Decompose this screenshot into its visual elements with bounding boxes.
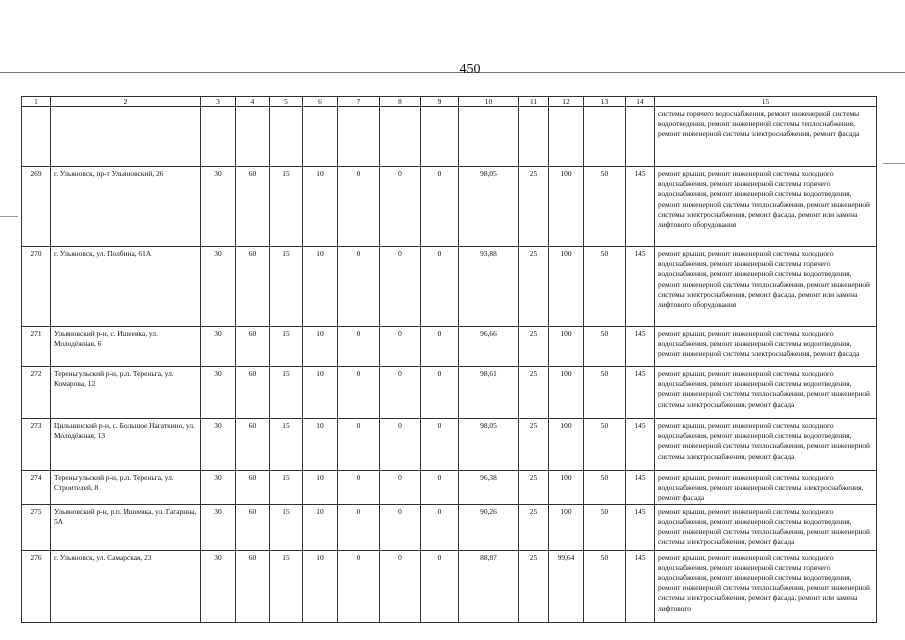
value-cell: 0 (421, 327, 459, 367)
value-cell: 30 (201, 550, 236, 622)
column-header: 4 (236, 97, 270, 107)
value-cell: 50 (584, 167, 626, 247)
works-cell: ремонт крыши, ремонт инженерной системы холодного водоснабжения, ремонт инженерной системы горячего водоснабжения, ремонт инженерной системы водоотведения, ремонт инженерной системы теплоснабжения, ремонт инженерной системы электроснабжения, ремонт фасада, ремонт или замена лифтового оборудования (655, 167, 877, 247)
value-cell: 10 (303, 471, 338, 505)
value-cell: 0 (338, 367, 380, 419)
value-cell (338, 107, 380, 167)
address-cell: г. Ульяновск, ул. Полбина, 61А (51, 247, 201, 327)
row-number: 274 (22, 471, 51, 505)
value-cell: 0 (380, 167, 421, 247)
address-cell: Тереньгульский р-н, р.п. Тереньга, ул. Строителей, 8 (51, 471, 201, 505)
table-row (22, 504, 877, 550)
value-cell: 30 (201, 504, 236, 550)
value-cell (626, 107, 655, 167)
value-cell (201, 107, 236, 167)
works-cell: ремонт крыши, ремонт инженерной системы холодного водоснабжения, ремонт инженерной системы водоотведения, ремонт инженерной системы теплоснабжения, ремонт инженерной системы электроснабжения, ремонт фасада (655, 367, 877, 419)
row-number: 273 (22, 419, 51, 471)
value-cell: 0 (338, 327, 380, 367)
value-cell: 0 (338, 167, 380, 247)
value-cell: 100 (549, 247, 584, 327)
column-header: 3 (201, 97, 236, 107)
value-cell: 0 (338, 247, 380, 327)
value-cell: 145 (626, 419, 655, 471)
value-cell: 0 (380, 327, 421, 367)
margin-mark (0, 216, 18, 217)
header-row (22, 97, 877, 107)
value-cell (380, 107, 421, 167)
value-cell: 10 (303, 504, 338, 550)
value-cell: 60 (236, 327, 270, 367)
address-cell: Ульяновский р-н, с. Ишеевка, ул. Молодёжная, 6 (51, 327, 201, 367)
margin-mark (883, 163, 905, 164)
table-row (22, 167, 877, 247)
value-cell: 30 (201, 367, 236, 419)
column-header: 6 (303, 97, 338, 107)
column-header: 1 (22, 97, 51, 107)
address-cell: Ульяновский р-н, р.п. Ишеевка, ул. Гагарина, 5А (51, 504, 201, 550)
value-cell: 50 (584, 504, 626, 550)
value-cell: 60 (236, 550, 270, 622)
table-row (22, 327, 877, 367)
value-cell: 15 (270, 247, 303, 327)
value-cell (303, 107, 338, 167)
value-cell: 98,61 (459, 367, 519, 419)
row-number: 272 (22, 367, 51, 419)
value-cell: 30 (201, 471, 236, 505)
value-cell (549, 107, 584, 167)
value-cell: 100 (549, 471, 584, 505)
value-cell: 15 (270, 327, 303, 367)
value-cell: 25 (519, 471, 549, 505)
value-cell: 100 (549, 327, 584, 367)
address-cell: г. Ульяновск, пр-т Ульяновский, 26 (51, 167, 201, 247)
value-cell: 25 (519, 419, 549, 471)
value-cell: 99,64 (549, 550, 584, 622)
value-cell: 88,87 (459, 550, 519, 622)
value-cell: 0 (380, 367, 421, 419)
column-header: 14 (626, 97, 655, 107)
table-row (22, 107, 877, 167)
column-header: 15 (655, 97, 877, 107)
row-number: 270 (22, 247, 51, 327)
value-cell (459, 107, 519, 167)
row-number: 269 (22, 167, 51, 247)
value-cell: 96,66 (459, 327, 519, 367)
value-cell: 98,05 (459, 419, 519, 471)
value-cell: 25 (519, 167, 549, 247)
table-row (22, 247, 877, 327)
row-number: 271 (22, 327, 51, 367)
value-cell: 25 (519, 550, 549, 622)
works-cell: системы горячего водоснабжения, ремонт инженерной системы водоотведения, ремонт инженерной системы теплоснабжения, ремонт инженерной системы электроснабжения, ремонт фасада (655, 107, 877, 167)
value-cell: 0 (338, 471, 380, 505)
value-cell: 10 (303, 327, 338, 367)
value-cell: 50 (584, 247, 626, 327)
value-cell: 50 (584, 550, 626, 622)
address-cell (51, 107, 201, 167)
value-cell: 0 (380, 504, 421, 550)
page-number: 450 (459, 62, 481, 77)
value-cell: 15 (270, 367, 303, 419)
column-header: 5 (270, 97, 303, 107)
address-cell: г. Ульяновск, ул. Самарская, 23 (51, 550, 201, 622)
value-cell: 145 (626, 367, 655, 419)
column-header: 10 (459, 97, 519, 107)
value-cell: 25 (519, 247, 549, 327)
works-cell: ремонт крыши, ремонт инженерной системы холодного водоснабжения, ремонт инженерной системы водоотведения, ремонт инженерной системы электроснабжения, ремонт фасада (655, 327, 877, 367)
value-cell: 0 (421, 419, 459, 471)
value-cell: 10 (303, 419, 338, 471)
value-cell: 50 (584, 367, 626, 419)
value-cell: 145 (626, 504, 655, 550)
works-cell: ремонт крыши, ремонт инженерной системы холодного водоснабжения, ремонт инженерной системы водоотведения, ремонт инженерной системы теплоснабжения, ремонт инженерной системы электроснабжения, ремонт фасада (655, 419, 877, 471)
value-cell: 0 (421, 471, 459, 505)
value-cell: 145 (626, 167, 655, 247)
value-cell: 100 (549, 167, 584, 247)
value-cell: 60 (236, 504, 270, 550)
table-row (22, 550, 877, 622)
value-cell: 0 (338, 419, 380, 471)
column-header: 9 (421, 97, 459, 107)
value-cell (236, 107, 270, 167)
value-cell: 93,88 (459, 247, 519, 327)
works-cell: ремонт крыши, ремонт инженерной системы холодного водоснабжения, ремонт инженерной системы водоотведения, ремонт инженерной системы теплоснабжения, ремонт инженерной системы электроснабжения, ремонт фасада (655, 504, 877, 550)
value-cell: 30 (201, 247, 236, 327)
value-cell: 0 (380, 550, 421, 622)
value-cell: 10 (303, 367, 338, 419)
value-cell: 15 (270, 504, 303, 550)
row-number (22, 107, 51, 167)
value-cell: 0 (380, 247, 421, 327)
value-cell: 50 (584, 471, 626, 505)
works-cell: ремонт крыши, ремонт инженерной системы холодного водоснабжения, ремонт инженерной системы горячего водоснабжения, ремонт инженерной системы водоотведения, ремонт инженерной системы теплоснабжения, ремонт инженерной системы электроснабжения, ремонт фасада, ремонт или замена лифтового (655, 550, 877, 622)
table-row (22, 471, 877, 505)
works-cell: ремонт крыши, ремонт инженерной системы холодного водоснабжения, ремонт инженерной системы электроснабжения, ремонт фасада (655, 471, 877, 505)
value-cell: 0 (338, 504, 380, 550)
value-cell: 100 (549, 367, 584, 419)
column-header: 13 (584, 97, 626, 107)
address-cell: Тереньгульский р-н, р.п. Тереньга, ул. Комарова, 12 (51, 367, 201, 419)
value-cell: 10 (303, 550, 338, 622)
column-header: 11 (519, 97, 549, 107)
column-header: 2 (51, 97, 201, 107)
value-cell: 10 (303, 247, 338, 327)
value-cell: 145 (626, 247, 655, 327)
value-cell: 15 (270, 419, 303, 471)
row-number: 275 (22, 504, 51, 550)
column-header: 12 (549, 97, 584, 107)
value-cell: 98,05 (459, 167, 519, 247)
value-cell: 0 (421, 550, 459, 622)
value-cell: 25 (519, 367, 549, 419)
value-cell: 50 (584, 327, 626, 367)
value-cell: 60 (236, 367, 270, 419)
value-cell: 0 (338, 550, 380, 622)
value-cell: 0 (421, 367, 459, 419)
value-cell: 90,26 (459, 504, 519, 550)
works-cell: ремонт крыши, ремонт инженерной системы холодного водоснабжения, ремонт инженерной системы горячего водоснабжения, ремонт инженерной системы водоотведения, ремонт инженерной системы теплоснабжения, ремонт инженерной системы электроснабжения, ремонт фасада, ремонт или замена лифтового оборудования (655, 247, 877, 327)
value-cell: 60 (236, 167, 270, 247)
value-cell: 10 (303, 167, 338, 247)
value-cell: 30 (201, 167, 236, 247)
value-cell: 25 (519, 504, 549, 550)
value-cell: 145 (626, 471, 655, 505)
value-cell: 145 (626, 327, 655, 367)
column-header: 8 (380, 97, 421, 107)
value-cell: 15 (270, 471, 303, 505)
value-cell: 60 (236, 419, 270, 471)
value-cell: 0 (421, 167, 459, 247)
value-cell: 30 (201, 327, 236, 367)
value-cell: 0 (380, 471, 421, 505)
value-cell: 60 (236, 471, 270, 505)
value-cell: 0 (421, 504, 459, 550)
value-cell: 15 (270, 167, 303, 247)
value-cell: 0 (421, 247, 459, 327)
table-row (22, 367, 877, 419)
works-table (21, 96, 877, 623)
table-row (22, 419, 877, 471)
value-cell (519, 107, 549, 167)
value-cell: 145 (626, 550, 655, 622)
value-cell: 96,38 (459, 471, 519, 505)
value-cell: 0 (380, 419, 421, 471)
value-cell: 30 (201, 419, 236, 471)
value-cell: 25 (519, 327, 549, 367)
column-header: 7 (338, 97, 380, 107)
value-cell (421, 107, 459, 167)
value-cell: 15 (270, 550, 303, 622)
value-cell (584, 107, 626, 167)
value-cell: 100 (549, 419, 584, 471)
row-number: 276 (22, 550, 51, 622)
value-cell: 100 (549, 504, 584, 550)
value-cell: 60 (236, 247, 270, 327)
value-cell: 50 (584, 419, 626, 471)
value-cell (270, 107, 303, 167)
address-cell: Цильнинский р-н, с. Большое Нагаткино, ул. Молодёжная, 13 (51, 419, 201, 471)
